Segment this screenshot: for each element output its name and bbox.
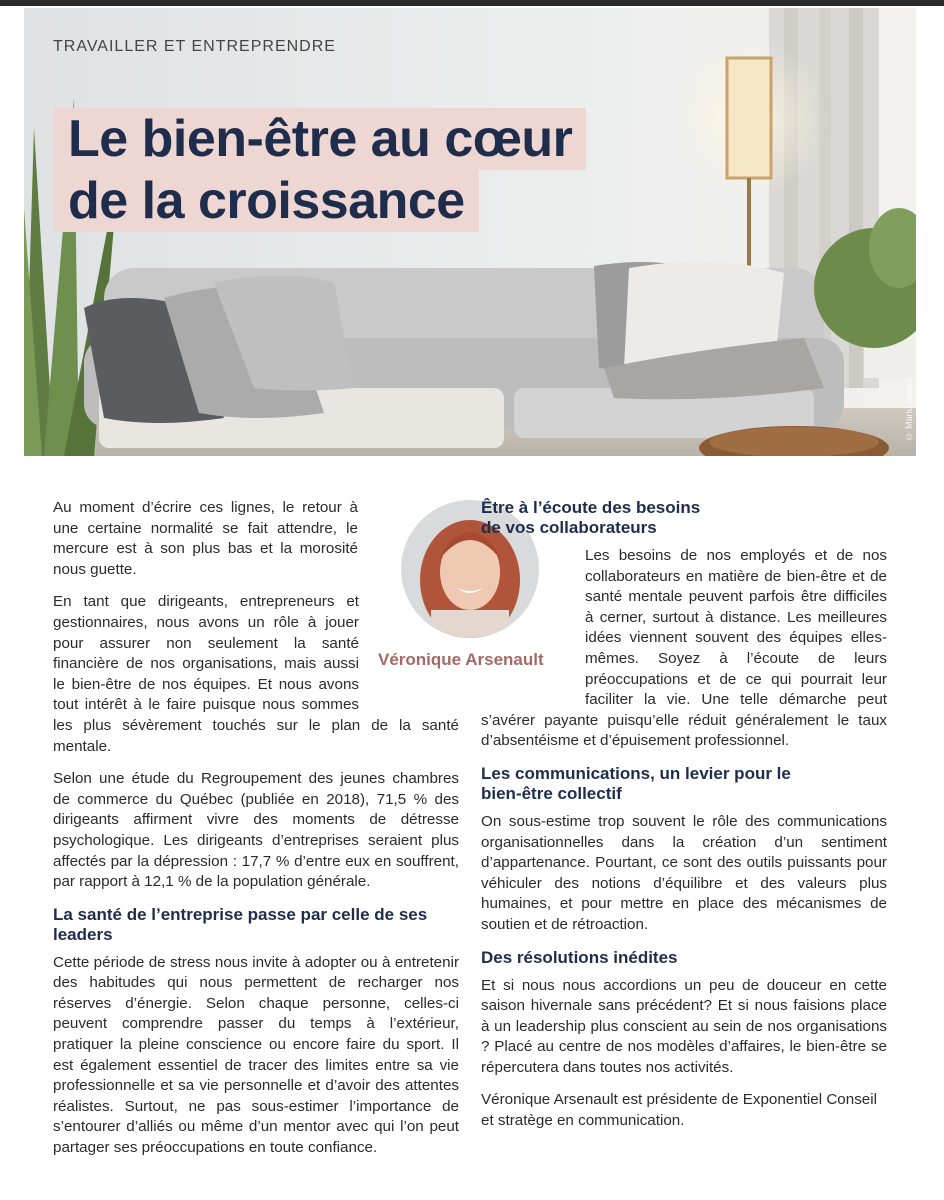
study-paragraph: Selon une étude du Regroupement des jeunes chambres de commerce du Québec (publiée en 2018), 71,5 % des dirigeants affirment vivre des moments de détresse psychologique. Les dirigeants d’entreprises seraient plus affectés par la dépression : 17,7 % d’entre eux en souffrent, par rapport à 12,1 % de la population générale. [53, 770, 459, 891]
heading-resolutions: Des résolutions inédites [481, 947, 678, 967]
heading-communications: Les communications, un levier pour le bien-être collectif [481, 763, 791, 803]
author-bio: Véronique Arsenault est présidente de Exponentiel Conseil et stratège en communication. [481, 1091, 877, 1130]
resolutions-paragraph: Et si nous nous accordions un peu de douceur en cette saison hivernale sans précédent? Et si nous faisions place à un leadership plus conscient au sein de nos organisations ? Placé au centre de nos modèles d’affaires, le bien-être se répercutera dans toutes nos activités. [481, 976, 887, 1076]
heading-leaders: La santé de l’entreprise passe par celle de ses leaders [53, 904, 428, 944]
page-top-border [0, 0, 944, 6]
right-column [481, 498, 887, 1144]
floor-lamp [727, 58, 771, 178]
role-paragraph: En tant que dirigeants, entrepreneurs et gestionnaires, nous avons un rôle à jouer pour assurer non seulement la santé financière de nos organisations, mais aussi le bien-être de nos équipes. Et nous avons tout intérêt à le faire puisque nous sommes les plus sévèrement touchés sur le plan de la santé mentale. [53, 593, 459, 755]
article-title-line-2: de la croissance [54, 170, 479, 232]
communications-paragraph: On sous-estime trop souvent le rôle des communications organisationnelles dans la création d’un sentiment d’appartenance. Pourtant, ce sont des outils puissants pour véhiculer des notions d’équilibre et des valeurs plus humaines, et pour mettre en place des mécanismes de soutien et de rétroaction. [481, 812, 887, 933]
intro-paragraph: Au moment d’écrire ces lignes, le retour à une certaine normalité se fait attendre, le mercure est à son plus bas et la morosité nous guette. [53, 499, 358, 578]
left-column [53, 498, 459, 1171]
photo-credit: © Mariu Bonan [904, 378, 914, 442]
stress-paragraph: Cette période de stress nous invite à adopter ou à entretenir des habitudes qui nous permettent de recharger nos réserves d’énergie. Selon chaque personne, celles-ci peuvent comprendre passer du temps à l’extérieur, pratiquer la pleine conscience ou encore faire du sport. Il est également essentiel de tracer des limites entre sa vie professionnelle et sa vie personnelle et d’avoir des attentes réalistes. Surtout, ne pas sous-estimer l’importance de s’entourer d’alliés ou même d’un mentor avec qui l’on peut partager ses préoccupations en toute confiance. [53, 953, 459, 1157]
author-name: Véronique Arsenault [378, 650, 544, 669]
hero-photo-living-room [24, 8, 916, 456]
heading-listening: Être à l’écoute des besoins de vos collaborateurs [481, 498, 701, 537]
living-room-illustration [24, 8, 916, 456]
section-label: TRAVAILLER ET ENTREPRENDRE [53, 38, 336, 55]
needs-paragraph: Les besoins de nos employés et de nos collaborateurs en matière de bien-être et de santé mentale peuvent parfois être difficiles à cerner, surtout à distance. Les meilleures idées viennent souvent des équipes elles-mêmes. Soyez à l’écoute de leurs préoccupations et de ce qui pourrait leur faciliter la vie. Une telle démarche peut s’avérer payante puisqu’elle réduit généralement le taux d’absentéisme et d’épuisement professionnel. [481, 547, 887, 750]
article-title-line-1: Le bien-être au cœur [54, 108, 586, 170]
